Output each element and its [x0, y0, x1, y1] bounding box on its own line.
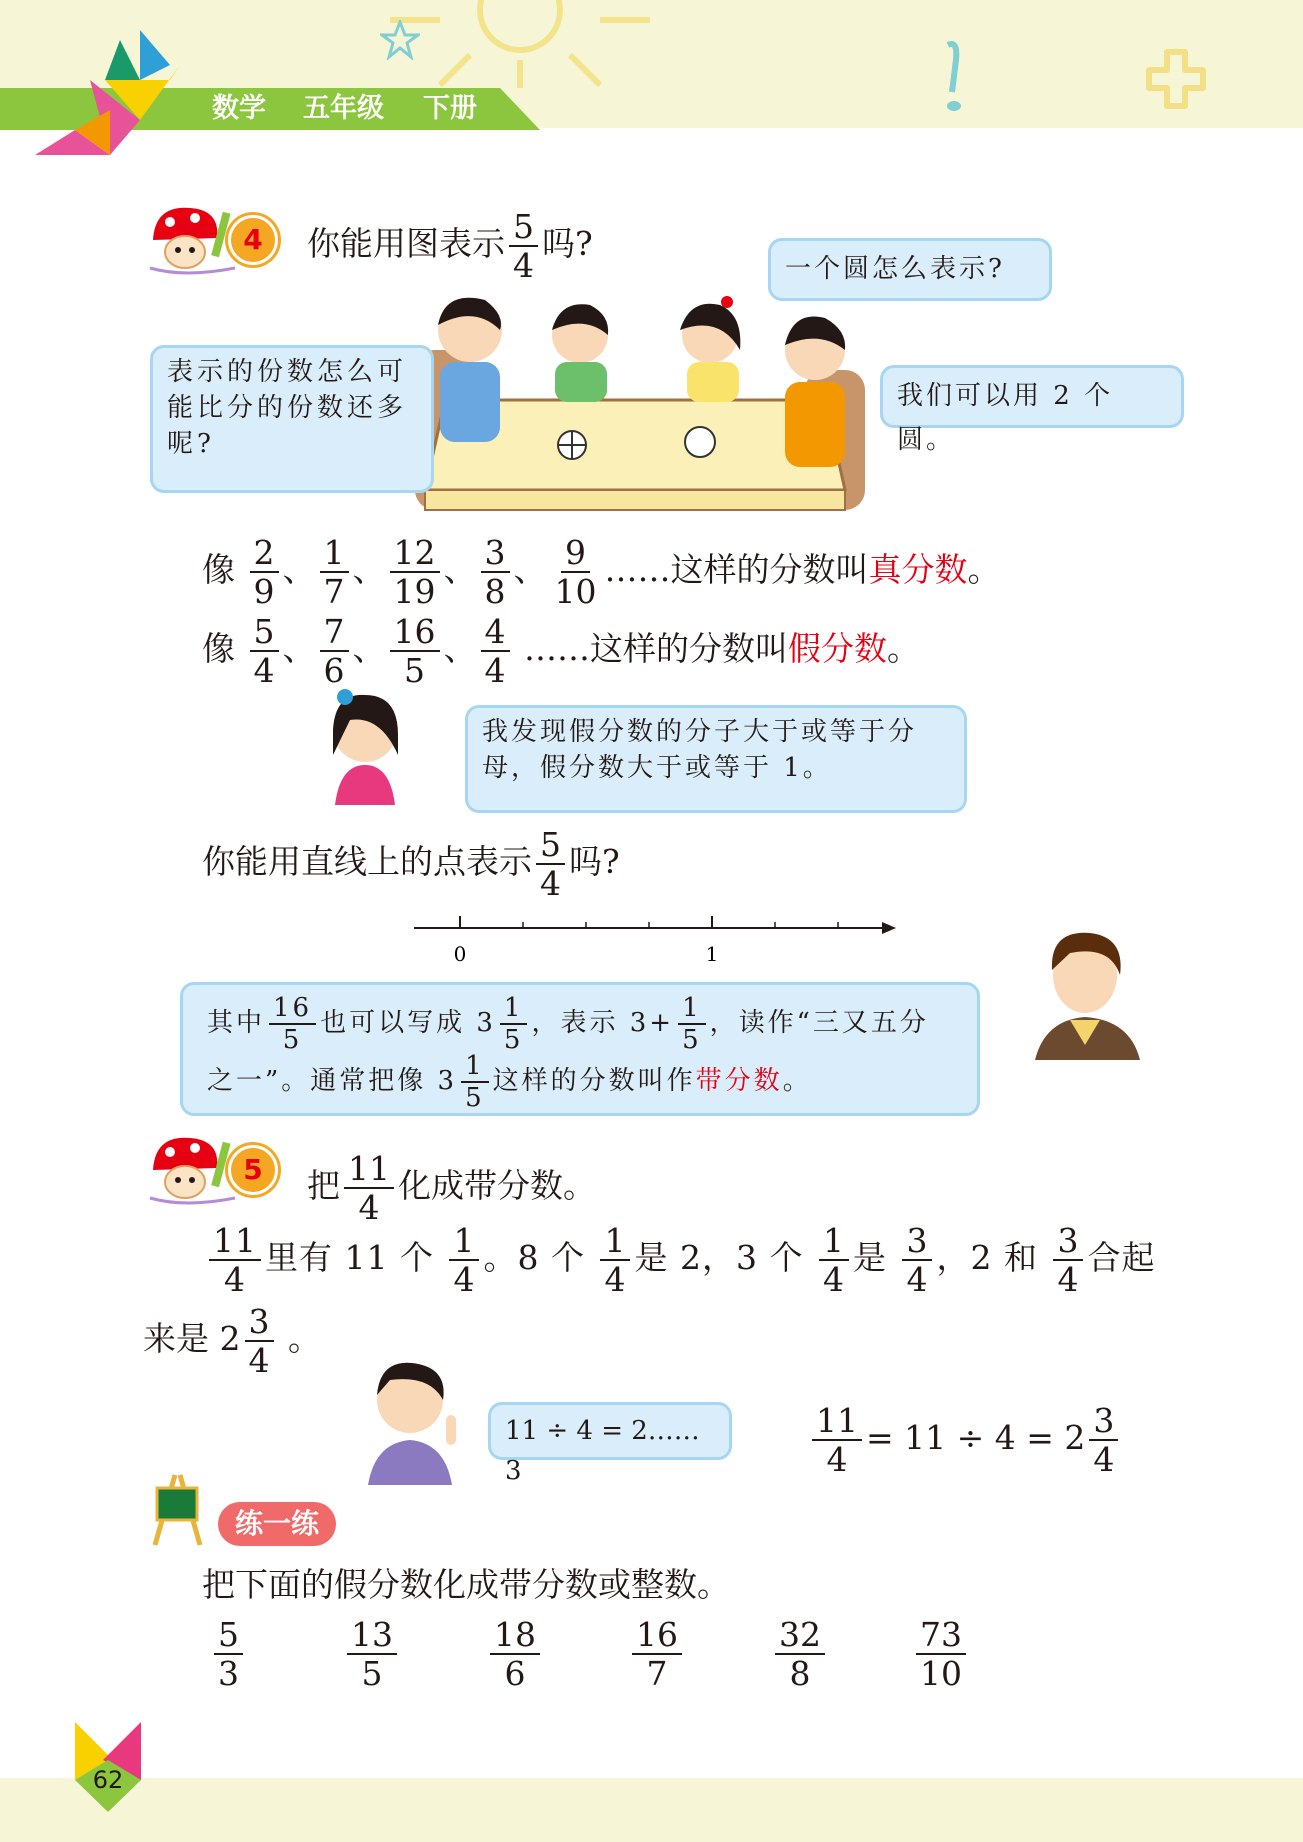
teacher-illustration	[1030, 925, 1150, 1060]
fraction: $\frac{16}{5}$	[269, 995, 316, 1053]
term-proper-fraction: 真分数	[868, 550, 968, 589]
fraction: $\frac{3}{4}$	[245, 1305, 274, 1377]
exclamation-icon	[940, 40, 970, 115]
number-line	[410, 905, 900, 975]
term-improper-fraction: 假分数	[788, 629, 887, 668]
fraction: $\frac{5}{4}$	[250, 615, 279, 687]
speech-bubble-girl: 我发现假分数的分子大于或等于分母，假分数大于或等于 1。	[465, 705, 967, 813]
question-suffix: 吗?	[542, 224, 593, 263]
fraction: $\frac{1}{5}$	[461, 1053, 489, 1111]
footer-band	[0, 1778, 1303, 1842]
speech-bubble-boy: 11 ÷ 4 = 2……3	[488, 1402, 732, 1460]
fraction: $\frac{1}{5}$	[678, 995, 706, 1053]
fraction: $\frac{2}{9}$	[250, 536, 279, 608]
example5-explanation-line1: $\frac{11}{4}$ 里有 11 个 $\frac{1}{4}$ 。8 个 $\frac{1}{4}$ 是 2，3 个 $\frac{1}{4}$ 是 $\frac{3}{4}$ ，2 和 $\frac{3}{4}$ 合起	[205, 1224, 1155, 1296]
fraction: $\frac{1}{5}$	[500, 995, 528, 1053]
fraction: $\frac{4}{4}$	[481, 615, 510, 687]
example-number-badge: 4	[228, 215, 278, 265]
label-0: 0	[453, 942, 467, 966]
question-text: 你能用图表示	[307, 224, 505, 263]
example-number-badge: 5	[228, 1145, 278, 1195]
practice-instruction: 把下面的假分数化成带分数或整数。	[202, 1565, 730, 1604]
example5-question: 把 $\frac{11}{4}$ 化成带分数。	[307, 1149, 596, 1227]
example4-question	[307, 207, 593, 285]
practice-fraction-6: $\frac{73}{10}$	[912, 1618, 970, 1690]
proper-fraction-sentence: 像 $\frac{2}{9}$ 、 $\frac{1}{7}$ 、 $\frac{12}{19}$ 、 $\frac{3}{8}$ 、 $\frac{9}{10}$ ……这样的分数叫真分数。	[202, 533, 1001, 611]
fraction: $\frac{3}{4}$	[1053, 1224, 1083, 1296]
fraction: $\frac{3}{8}$	[481, 536, 510, 608]
boy-illustration	[360, 1355, 465, 1485]
speech-bubble-top: 一个圆怎么表示?	[768, 238, 1052, 301]
fraction: $\frac{16}{5}$	[390, 615, 440, 687]
term-mixed-number: 带分数	[695, 1066, 783, 1096]
fraction: $\frac{3}{4}$	[1089, 1404, 1118, 1476]
fraction: $\frac{3}{4}$	[902, 1224, 932, 1296]
practice-title: 练一练	[218, 1502, 336, 1546]
fraction: $\frac{7}{6}$	[320, 615, 349, 687]
teacher-line-2: 之一”。通常把像 3 $\frac{1}{5}$ 这样的分数叫作带分数。	[207, 1051, 812, 1113]
practice-fraction-1: $\frac{5}{3}$	[210, 1618, 247, 1690]
fraction: $\frac{1}{7}$	[320, 536, 349, 608]
practice-fraction-4: $\frac{16}{7}$	[628, 1618, 686, 1690]
fraction: $\frac{5}{4}$	[509, 210, 538, 282]
division-equation: $\frac{11}{4}$ = 11 ÷ 4 = 2 $\frac{3}{4}$	[808, 1404, 1122, 1476]
teacher-line-1: 其中 $\frac{16}{5}$ 也可以写成 3 $\frac{1}{5}$ ，表示 3+ $\frac{1}{5}$ ，读作“三又五分	[207, 993, 929, 1055]
speech-bubble-teacher	[180, 982, 980, 1116]
fraction: $\frac{9}{10}$	[554, 533, 597, 611]
mushroom-mascot-icon	[145, 200, 235, 275]
fraction: $\frac{11}{4}$	[812, 1404, 862, 1476]
fraction: $\frac{12}{19}$	[390, 536, 440, 608]
improper-fraction-sentence: 像 $\frac{5}{4}$ 、 $\frac{7}{6}$ 、 $\frac{16}{5}$ 、 $\frac{4}{4}$ ……这样的分数叫假分数。	[202, 612, 920, 690]
sun-icon	[380, 0, 660, 90]
fraction: $\frac{11}{4}$	[209, 1224, 261, 1296]
fraction: $\frac{1}{4}$	[600, 1224, 630, 1296]
tangram-logo	[30, 25, 190, 160]
number-line-question: 你能用直线上的点表示 $\frac{5}{4}$ 吗?	[202, 825, 620, 903]
header-grade: 五年级	[303, 93, 384, 124]
girl-illustration	[320, 685, 410, 805]
fraction: $\frac{1}{4}$	[449, 1224, 479, 1296]
plus-icon	[1145, 48, 1210, 116]
mushroom-mascot-icon	[145, 1130, 235, 1205]
practice-fraction-3: $\frac{18}{6}$	[486, 1618, 544, 1690]
header-subject: 数学	[212, 93, 266, 124]
speech-bubble-left: 表示的份数怎么可能比分的份数还多呢?	[150, 345, 434, 493]
page-number: 62	[92, 1766, 124, 1794]
label-1: 1	[705, 942, 719, 966]
fraction: $\frac{5}{4}$	[536, 828, 565, 900]
chalkboard-easel-icon	[145, 1470, 215, 1550]
star-icon	[380, 20, 420, 60]
practice-fraction-2: $\frac{13}{5}$	[343, 1618, 401, 1690]
children-at-table-illustration	[375, 290, 905, 520]
fraction: $\frac{11}{4}$	[344, 1152, 394, 1224]
header-volume: 下册	[423, 93, 477, 124]
practice-fraction-5: $\frac{32}{8}$	[771, 1618, 829, 1690]
speech-bubble-right: 我们可以用 2 个圆。	[880, 365, 1184, 428]
fraction: $\frac{1}{4}$	[819, 1224, 849, 1296]
example5-explanation-line2: 来是 2 $\frac{3}{4}$ 。	[143, 1302, 321, 1380]
